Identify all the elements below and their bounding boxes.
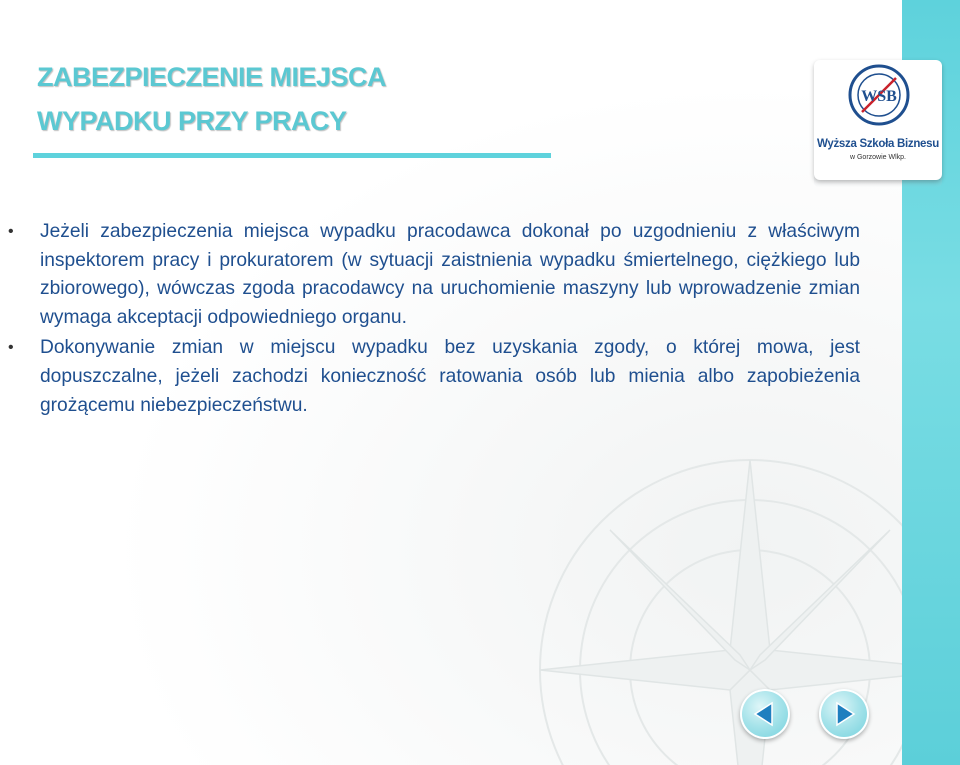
arrow-left-icon <box>750 699 780 729</box>
page-title <box>37 55 557 143</box>
arrow-right-icon <box>829 699 859 729</box>
title-underline <box>33 153 551 158</box>
next-slide-button[interactable] <box>819 689 869 739</box>
bullet-list <box>0 218 860 420</box>
wsb-seal-icon <box>848 64 910 126</box>
logo-subtitle: w Gorzowie Wlkp. <box>849 154 906 161</box>
list-item <box>0 334 860 420</box>
page-title-line-1: ZABEZPIECZENIE MIEJSCA <box>37 62 387 92</box>
logo-seal-text: WSB <box>861 88 897 105</box>
previous-slide-button[interactable] <box>740 689 790 739</box>
bullet-text: Jeżeli zabezpieczenia miejsca wypadku pracodawca dokonał po uzgodnieniu z właściwym inspektorem pracy i prokuratorem (w sytuacji zaistnienia wypadku śmiertelnego, ciężkiego lub zbiorowego), wówczas zgoda pracodawcy na uruchomienie maszyny lub wprowadzenie zmian wymaga akceptacji odpowiedniego organu. <box>40 221 860 328</box>
list-item <box>0 218 860 332</box>
wsb-logo <box>814 60 942 180</box>
bullet-icon: • <box>8 339 14 357</box>
logo-name: Wyższa Szkoła Biznesu <box>817 138 939 150</box>
bullet-text: Dokonywanie zmian w miejscu wypadku bez uzyskania zgody, o której mowa, jest dopuszczalne, jeżeli zachodzi konieczność ratowania osób lub mienia albo zapobieżenia grożącemu niebezpieczeństwu. <box>40 337 860 416</box>
bullet-icon: • <box>8 223 14 240</box>
page-title-line-2: WYPADKU PRZY PRACY <box>37 106 347 136</box>
